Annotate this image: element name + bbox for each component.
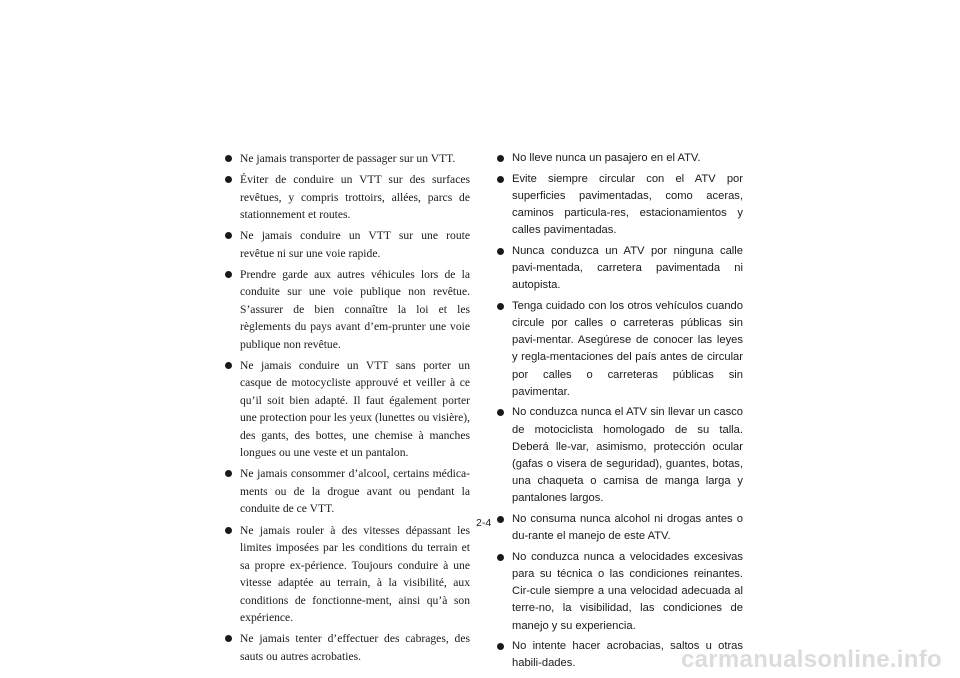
bullet-icon (225, 271, 232, 278)
bullet-icon (225, 470, 232, 477)
bullet-icon (497, 176, 504, 183)
list-item-text: Prendre garde aux autres véhicules lors de la conduite sur une voie publique non revêtue. S’assurer de bien connaître la loi et les règlements du pays avant d’em-prunter une voie publique non revêtue. (240, 267, 470, 351)
list-item (225, 227, 470, 262)
bullet-icon (225, 232, 232, 239)
list-item (497, 511, 743, 545)
bullet-icon (497, 554, 504, 561)
list-item (497, 150, 743, 167)
list-item-text: Tenga cuidado con los otros vehículos cuando circule por calles o carreteras públicas sin pavi-mentar. Asegúrese de conocer las leyes y regla-mentaciones del país antes de circular por calles o carreteras públicas sin pavimentar. (512, 299, 743, 398)
bullet-icon (225, 635, 232, 642)
list-item-text: Evite siempre circular con el ATV por superficies pavimentadas, como aceras, caminos particula-res, estacionamientos y calles pavimentadas. (512, 172, 743, 237)
bullet-icon (497, 248, 504, 255)
list-item (225, 266, 470, 354)
list-item-text: Ne jamais rouler à des vitesses dépassant les limites imposées par les conditions du terrain et sa propre ex-périence. Toujours conduire à une vitesse adaptée au terrain, à la visibilité, aux conditions de fonctionne-ment, ainsi qu’à son expérience. (240, 523, 470, 625)
spanish-warning-list (497, 150, 743, 676)
list-item (225, 630, 470, 665)
list-item-text: No conduzca nunca a velocidades excesivas para su técnica o las condiciones reinantes. Cir-cule siempre a una velocidad adecuada al terre-no, la visibilidad, las condiciones de manejo y su experiencia. (512, 550, 743, 632)
list-item-text: Éviter de conduire un VTT sur des surfaces revêtues, y compris trottoirs, allées, parcs de stationnement et routes. (240, 173, 470, 222)
list-item-text: Ne jamais conduire un VTT sans porter un casque de motocycliste approuvé et veiller à ce qu’il soit bien adapté. Il faut également porter une protection pour les yeux (lunettes ou visière), des gants, des bottes, une chemise à manches longues ou une veste et un pantalon. (240, 358, 470, 460)
bullet-icon (225, 527, 232, 534)
bullet-icon (497, 155, 504, 162)
bullet-icon (497, 516, 504, 523)
list-item (225, 465, 470, 518)
watermark: carmanualsonline.info (680, 646, 942, 673)
list-item (225, 150, 470, 168)
list-item (497, 298, 743, 401)
bullet-icon (497, 409, 504, 416)
page-number: 2-4 (476, 517, 492, 529)
bullet-icon (225, 176, 232, 183)
list-item-text: Ne jamais consommer d’alcool, certains médica-ments ou de la drogue avant ou pendant la conduite de ce VTT. (240, 467, 470, 516)
list-item (497, 404, 743, 507)
list-item-text: Ne jamais transporter de passager sur un VTT. (240, 152, 456, 165)
list-item-text: No consuma nunca alcohol ni drogas antes o du-rante el manejo de este ATV. (512, 513, 743, 543)
bullet-icon (497, 303, 504, 310)
list-item (497, 549, 743, 635)
bullet-icon (225, 362, 232, 369)
list-item-text: Ne jamais conduire un VTT sur une route revêtue ni sur une voie rapide. (240, 229, 470, 260)
list-item (225, 522, 470, 627)
bullet-icon (225, 155, 232, 162)
list-item-text: Ne jamais tenter d’effectuer des cabrages, des sauts ou autres acrobaties. (240, 632, 470, 663)
list-item (497, 171, 743, 240)
list-item-text: Nunca conduzca un ATV por ninguna calle pavi-mentada, carretera pavimentada ni autopista. (512, 244, 743, 292)
list-item (497, 243, 743, 295)
french-warning-list (225, 150, 470, 669)
list-item (225, 171, 470, 224)
list-item (225, 357, 470, 462)
list-item-text: No conduzca nunca el ATV sin llevar un casco de motociclista homologado de su talla. Deberá lle-var, asimismo, protección ocular (gafas o visera de seguridad), guantes, botas, una chaqueta o camisa de manga larga y pantalones largos. (512, 406, 743, 505)
list-item-text: No lleve nunca un pasajero en el ATV. (512, 152, 701, 164)
list-item-text: No intente hacer acrobacias, saltos u otras habili-dades. (512, 640, 743, 670)
bullet-icon (497, 643, 504, 650)
